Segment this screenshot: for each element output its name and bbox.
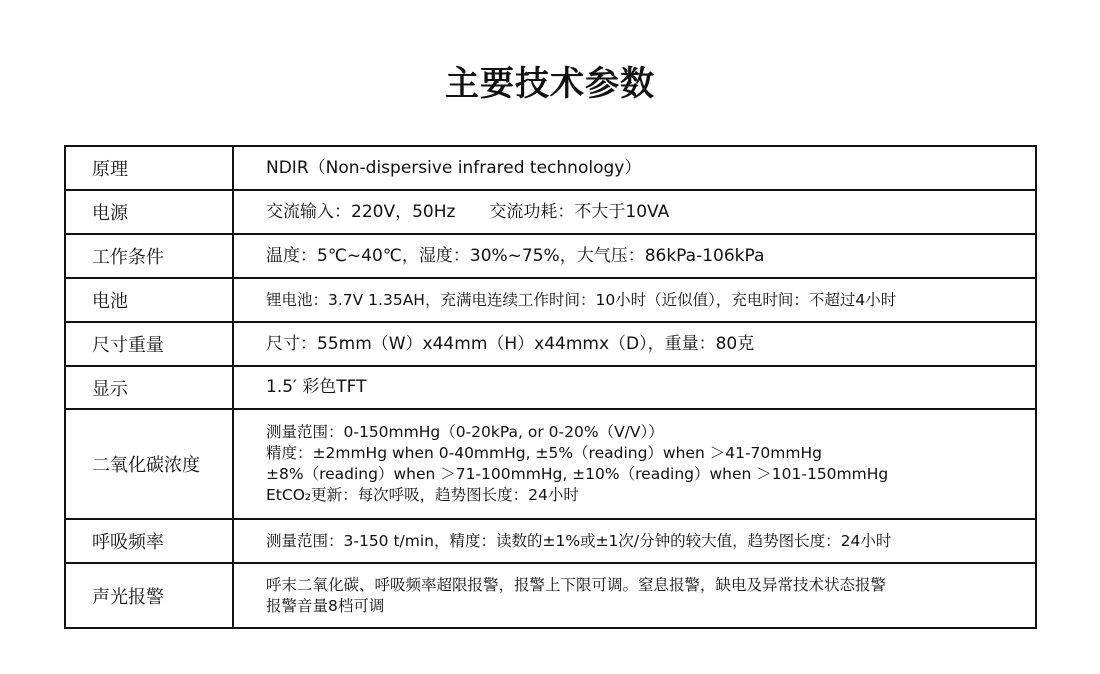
spec-value-line: 测量范围：3-150 t/min，精度：读数的±1%或±1次/分钟的较大值，趋势图长度：24小时 <box>266 531 892 550</box>
spec-value-line: ±8%（reading）when ＞71-100mmHg, ±10%（reading）when ＞101-150mmHg <box>266 465 889 483</box>
spec-label: 声光报警 <box>65 563 233 628</box>
table-row <box>65 563 1036 628</box>
spec-value-line: 尺寸：55mm（W）x44mm（H）x44mmx（D），重量：80克 <box>266 333 755 354</box>
table-row <box>65 519 1036 563</box>
spec-label: 呼吸频率 <box>65 519 233 563</box>
spec-value <box>233 146 1036 190</box>
spec-value <box>233 519 1036 563</box>
spec-value-line: 交流输入：220V，50Hz 交流功耗：不大于10VA <box>266 201 670 222</box>
table-row <box>65 366 1036 409</box>
spec-value-line: 温度：5℃~40℃，湿度：30%~75%，大气压：86kPa-106kPa <box>266 245 765 266</box>
table-row <box>65 409 1036 519</box>
spec-value-line: 1.5′ 彩色TFT <box>266 377 367 397</box>
spec-value-line: 测量范围：0-150mmHg（0-20kPa, or 0-20%（V/V）） <box>266 423 664 441</box>
page-title: 主要技术参数 <box>445 64 655 104</box>
table-row <box>65 146 1036 190</box>
spec-value <box>233 234 1036 278</box>
spec-value <box>233 278 1036 322</box>
spec-value <box>233 366 1036 409</box>
spec-label: 电池 <box>65 278 233 322</box>
spec-value-line: 锂电池：3.7V 1.35AH，充满电连续工作时间：10小时（近似值），充电时间：不超过4小时 <box>266 290 897 309</box>
table-row <box>65 322 1036 366</box>
spec-value <box>233 322 1036 366</box>
spec-value-line: 报警音量8档可调 <box>266 596 385 615</box>
table-row <box>65 278 1036 322</box>
spec-label: 尺寸重量 <box>65 322 233 366</box>
spec-label: 显示 <box>65 366 233 409</box>
spec-label: 原理 <box>65 146 233 190</box>
spec-value-line: 呼末二氧化碳、呼吸频率超限报警，报警上下限可调。窒息报警，缺电及异常技术状态报警 <box>266 575 887 594</box>
spec-label: 工作条件 <box>65 234 233 278</box>
spec-label: 电源 <box>65 190 233 234</box>
table-row <box>65 190 1036 234</box>
spec-value <box>233 190 1036 234</box>
spec-value-line: EtCO₂更新：每次呼吸，趋势图长度：24小时 <box>266 486 579 504</box>
spec-value-line: 精度：±2mmHg when 0-40mmHg, ±5%（reading）when ＞41-70mmHg <box>266 444 822 462</box>
spec-label: 二氧化碳浓度 <box>65 409 233 519</box>
table-row <box>65 234 1036 278</box>
spec-value-line: NDIR（Non-dispersive infrared technology） <box>266 157 642 178</box>
spec-table <box>64 145 1037 629</box>
spec-value <box>233 409 1036 519</box>
spec-value <box>233 563 1036 628</box>
